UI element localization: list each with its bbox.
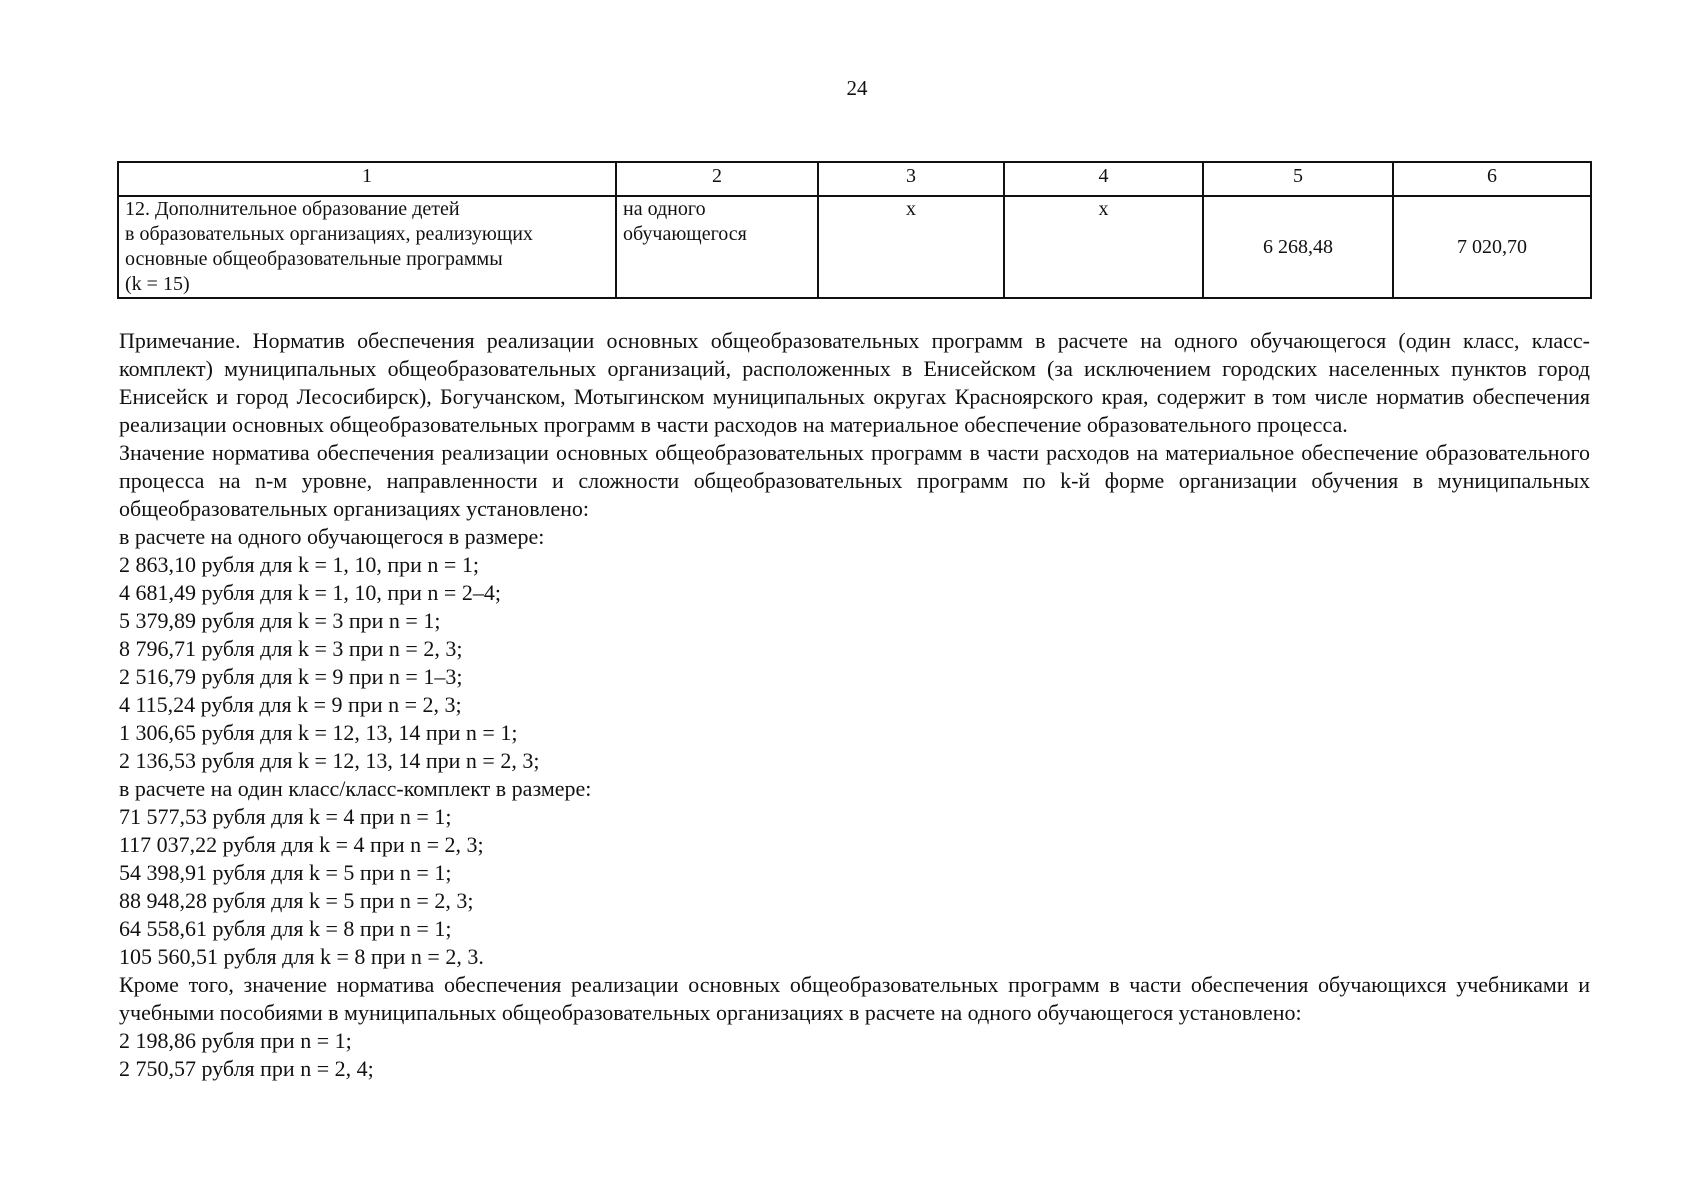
- header-cell: 6: [1393, 162, 1591, 196]
- note-line: 2 516,79 рубля для k = 9 при n = 1–3;: [119, 664, 463, 689]
- row-col6-cell: 7 020,70: [1393, 196, 1591, 298]
- note-line: 105 560,51 рубля для k = 8 при n = 2, 3.: [119, 944, 484, 969]
- note-line: 5 379,89 рубля для k = 3 при n = 1;: [119, 608, 441, 633]
- note-paragraph: Примечание. Норматив обеспечения реализации основных общеобразовательных программ в расчете на одного обучающегося (один класс, класс-комплект) муниципальных общеобразовательных организаций, расположенных в Енисейском (за исключением городских населенных пунктов город Енисейск и город Лесосибирск), Богучанском, Мотыгинском муниципальных округах Красноярского края, содержит в том числе норматив обеспечения реализации основных общеобразовательных программ в части расходов на материальное обеспечение образовательного процесса.: [119, 328, 1590, 437]
- page-number: 24: [846, 76, 868, 100]
- note-line: 4 681,49 рубля для k = 1, 10, при n = 2–4;: [119, 580, 501, 605]
- row-col4-cell: х: [1004, 196, 1203, 298]
- row-unit-cell: [616, 196, 818, 298]
- note-line: 4 115,24 рубля для k = 9 при n = 2, 3;: [119, 692, 462, 717]
- row-unit-line: на одного: [623, 198, 706, 220]
- note-line: 2 863,10 рубля для k = 1, 10, при n = 1;: [119, 552, 479, 577]
- header-cell: 5: [1203, 162, 1393, 196]
- table-row: [118, 196, 1591, 298]
- note-line: 2 198,86 рубля при n = 1;: [119, 1028, 352, 1053]
- row-name-line: (k = 15): [125, 273, 190, 295]
- note-line: 54 398,91 рубля для k = 5 при n = 1;: [119, 860, 452, 885]
- note-line: 8 796,71 рубля для k = 3 при n = 2, 3;: [119, 636, 463, 661]
- note-line: 2 750,57 рубля при n = 2, 4;: [119, 1056, 374, 1081]
- header-cell: 3: [818, 162, 1004, 196]
- notes-section: [119, 327, 1590, 1083]
- note-paragraph: Кроме того, значение норматива обеспечения реализации основных общеобразовательных программ в части обеспечения обучающихся учебниками и учебными пособиями в муниципальных общеобразовательных организациях в расчете на одного обучающегося установлено:: [119, 972, 1590, 1025]
- norm-table: [117, 161, 1592, 299]
- note-line: 64 558,61 рубля для k = 8 при n = 1;: [119, 916, 452, 941]
- row-col5-cell: 6 268,48: [1203, 196, 1393, 298]
- row-name-cell: [118, 196, 616, 298]
- note-line: 1 306,65 рубля для k = 12, 13, 14 при n = 1;: [119, 720, 518, 745]
- row-name-line: в образовательных организациях, реализующих: [125, 223, 533, 245]
- note-line: 2 136,53 рубля для k = 12, 13, 14 при n = 2, 3;: [119, 748, 540, 773]
- header-cell: 4: [1004, 162, 1203, 196]
- row-name-line: 12. Дополнительное образование детей: [125, 198, 460, 220]
- table-header-row: [118, 162, 1591, 196]
- row-col3-cell: х: [818, 196, 1004, 298]
- note-line: в расчете на одного обучающегося в размере:: [119, 524, 545, 549]
- note-line: 88 948,28 рубля для k = 5 при n = 2, 3;: [119, 888, 474, 913]
- row-name-line: основные общеобразовательные программы: [125, 248, 503, 270]
- header-cell: 1: [118, 162, 616, 196]
- row-unit-line: обучающегося: [623, 223, 747, 245]
- note-line: 71 577,53 рубля для k = 4 при n = 1;: [119, 804, 452, 829]
- note-line: 117 037,22 рубля для k = 4 при n = 2, 3;: [119, 832, 484, 857]
- header-cell: 2: [616, 162, 818, 196]
- note-line: в расчете на один класс/класс-комплект в размере:: [119, 776, 592, 801]
- note-paragraph: Значение норматива обеспечения реализации основных общеобразовательных программ в части расходов на материальное обеспечение образовательного процесса на n-м уровне, направленности и сложности общеобразовательных программ по k-й форме организации обучения в муниципальных общеобразовательных организациях установлено:: [119, 440, 1590, 521]
